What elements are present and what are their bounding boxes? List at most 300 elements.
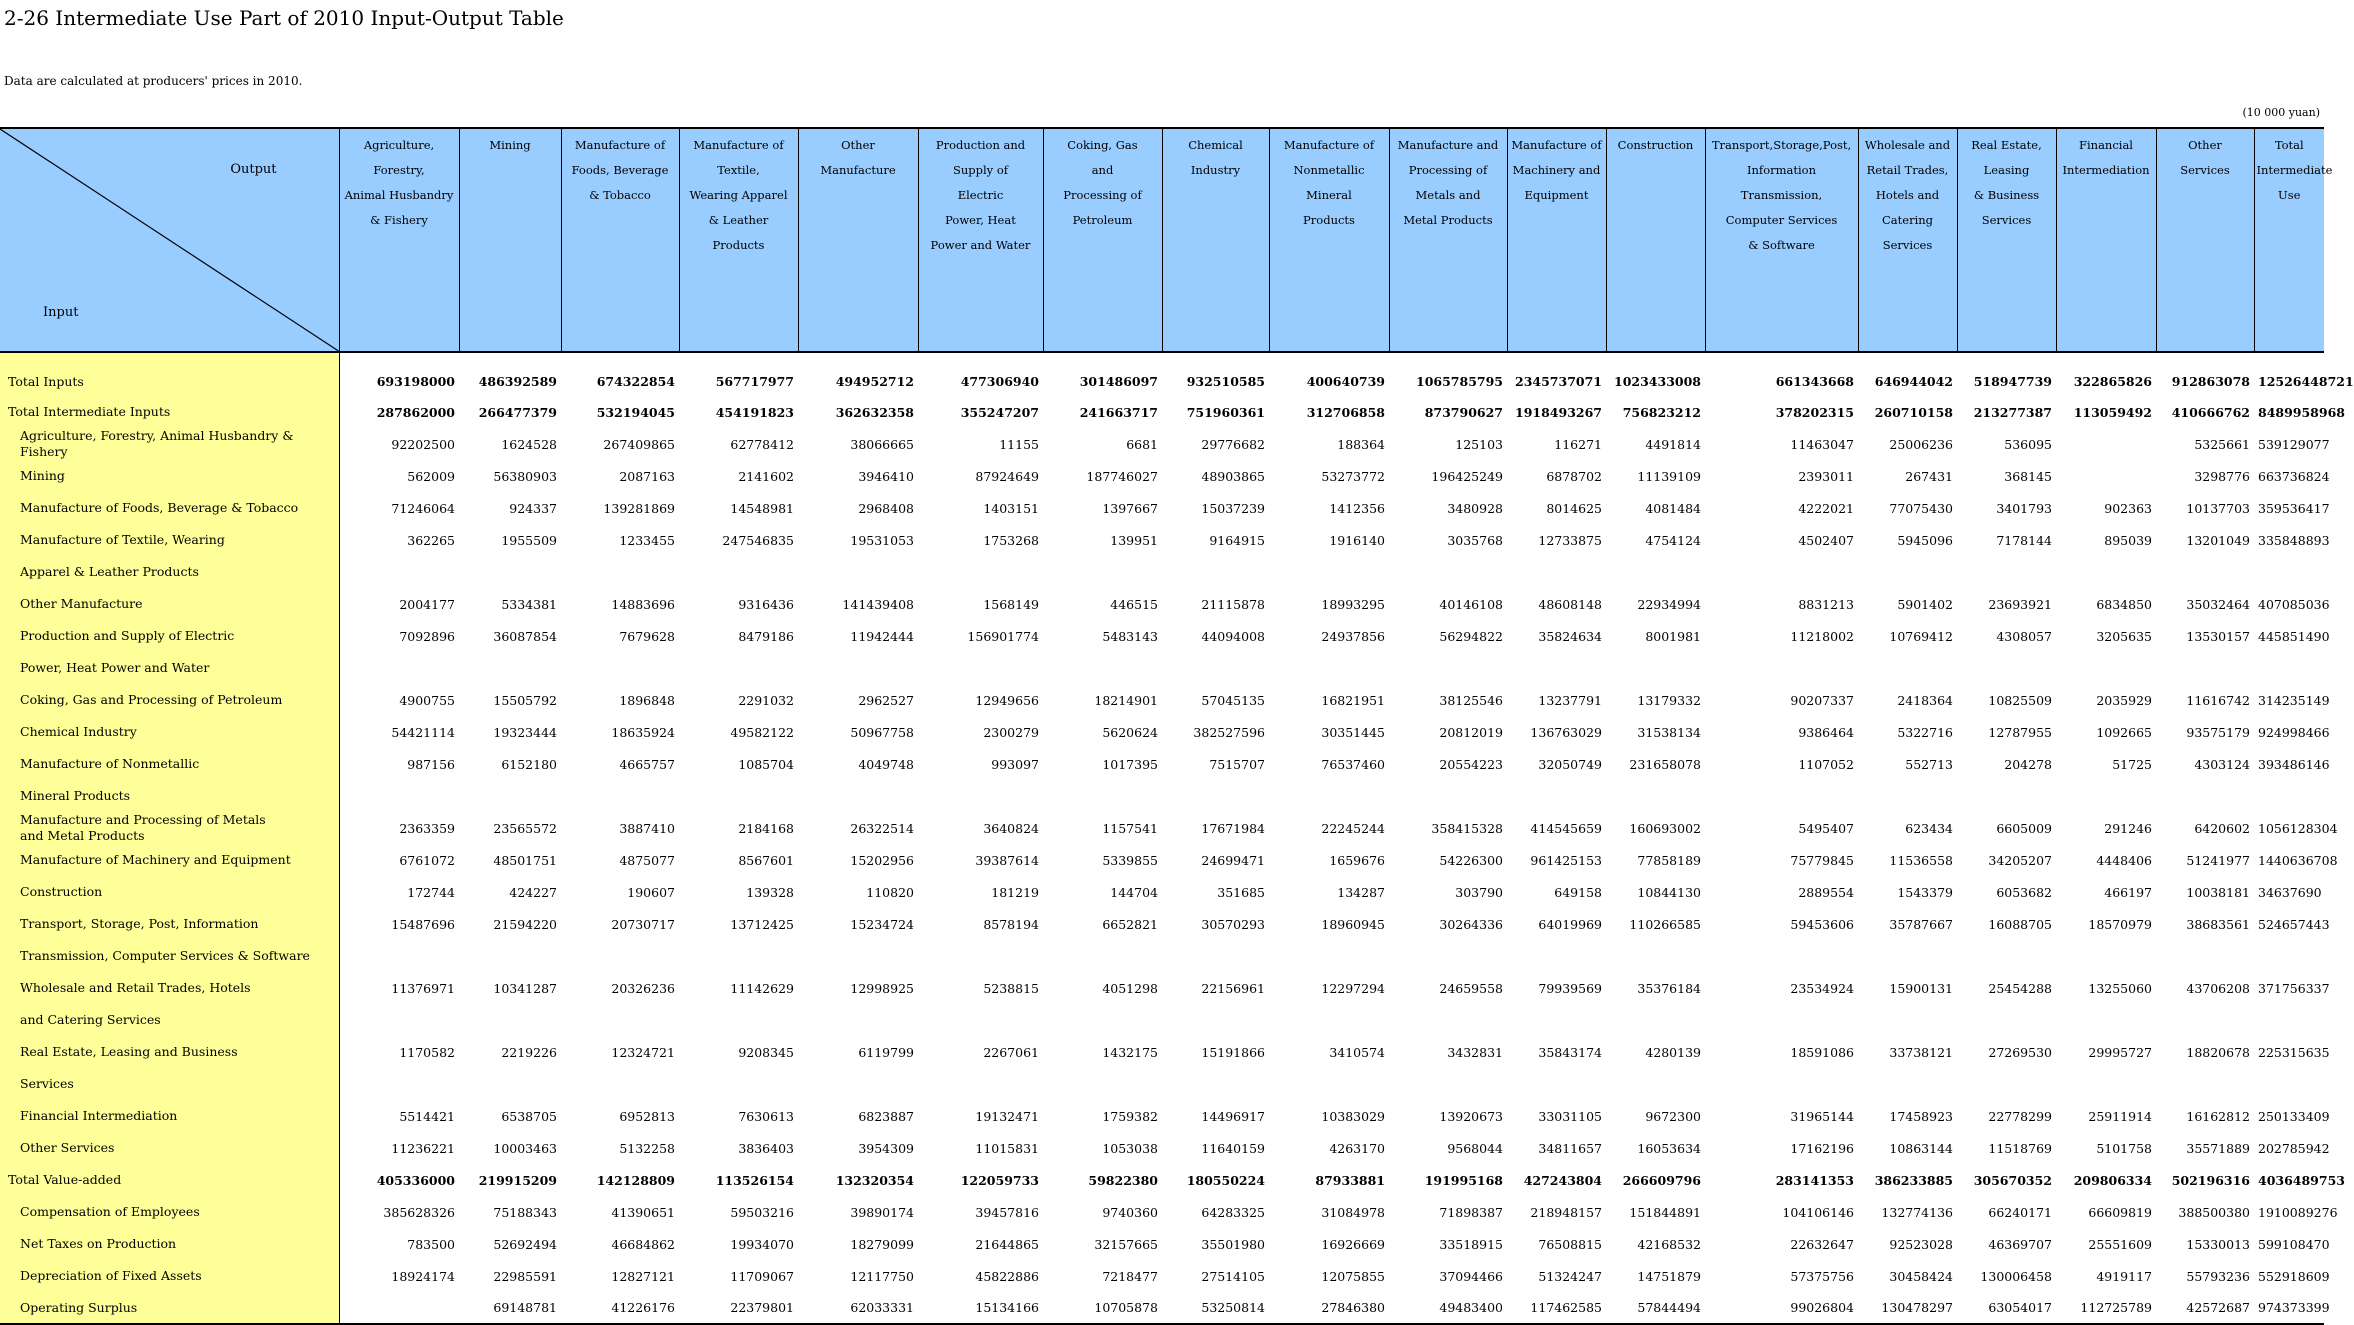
- table-cell: 22778299: [1988, 1108, 2052, 1124]
- table-cell: [459, 940, 561, 972]
- table-cell: 196425249: [1431, 468, 1503, 484]
- table-cell: 144704: [1110, 884, 1158, 900]
- table-cell: 16162812: [2186, 1108, 2250, 1124]
- table-row: [0, 588, 2324, 620]
- table-cell: 17671984: [1201, 820, 1265, 836]
- table-cell: 358415328: [1431, 820, 1503, 836]
- table-cell: 11142629: [730, 980, 794, 996]
- table-cell: 7630613: [738, 1108, 794, 1124]
- table-cell: 18924174: [391, 1268, 455, 1284]
- table-cell: [918, 940, 1043, 972]
- table-cell: 1397667: [1102, 500, 1158, 516]
- column-header: Manufacture and Processing of Metals and Metal Products: [1389, 128, 1507, 352]
- page-title: 2-26 Intermediate Use Part of 2010 Input-Output Table: [4, 6, 564, 30]
- table-cell: 12949656: [975, 692, 1039, 708]
- table-cell: 477306940: [960, 374, 1039, 389]
- table-cell: 93575179: [2186, 724, 2250, 740]
- table-cell: 924337: [509, 500, 557, 516]
- table-cell: 1918493267: [1515, 404, 1602, 420]
- table-cell: [679, 652, 798, 684]
- table-cell: 454191823: [715, 404, 794, 420]
- table-cell: [798, 1068, 918, 1100]
- table-cell: 1157541: [1102, 820, 1158, 836]
- table-cell: 8831213: [1798, 596, 1854, 612]
- table-cell: 76508815: [1538, 1236, 1602, 1252]
- table-cell: 2418364: [1897, 692, 1953, 708]
- table-cell: [2056, 652, 2156, 684]
- table-cell: 7679628: [619, 628, 675, 644]
- table-cell: 25006236: [1889, 436, 1953, 452]
- table-cell: 6053682: [1996, 884, 2052, 900]
- table-cell: [1269, 1004, 1389, 1036]
- table-cell: 351685: [1217, 884, 1265, 900]
- table-cell: 42572687: [2156, 1292, 2254, 1324]
- table-cell: 2184168: [738, 820, 794, 836]
- table-cell: 3946410: [858, 468, 914, 484]
- table-cell: 4665757: [619, 756, 675, 772]
- table-cell: 16088705: [1988, 916, 2052, 932]
- table-cell: [2056, 780, 2156, 812]
- table-cell: 51324247: [1538, 1268, 1602, 1284]
- table-cell: 6605009: [1996, 820, 2052, 836]
- table-cell: 1543379: [1897, 884, 1953, 900]
- table-cell: [1269, 556, 1389, 588]
- table-cell: [1957, 940, 2056, 972]
- table-cell: 46369707: [1988, 1236, 2052, 1252]
- table-cell: 22985591: [493, 1268, 557, 1284]
- row-label: Other Services: [0, 1132, 339, 1164]
- table-cell: 50967758: [850, 724, 914, 740]
- table-cell: [1389, 652, 1507, 684]
- table-cell: 241663717: [1079, 404, 1158, 420]
- table-cell: [1858, 556, 1957, 588]
- table-cell: 32157665: [1094, 1236, 1158, 1252]
- table-cell: 11536558: [1889, 852, 1953, 868]
- table-cell: [1389, 1004, 1507, 1036]
- table-cell: 1170582: [399, 1044, 455, 1060]
- column-header: Other Manufacture: [798, 128, 918, 352]
- table-cell: 2300279: [983, 724, 1039, 740]
- table-cell: 4754124: [1645, 532, 1701, 548]
- table-cell: 13255060: [2088, 980, 2152, 996]
- table-cell: 382527596: [1193, 724, 1265, 740]
- column-header: Construction: [1606, 128, 1705, 352]
- table-row: [0, 492, 2324, 524]
- table-row: [0, 812, 2324, 844]
- table-cell: 36087854: [493, 628, 557, 644]
- table-cell: 18993295: [1321, 596, 1385, 612]
- table-cell: [679, 556, 798, 588]
- table-cell: 3480928: [1447, 500, 1503, 516]
- table-cell: 38125546: [1439, 692, 1503, 708]
- table-cell: 9672300: [1645, 1108, 1701, 1124]
- table-cell: 1065785795: [1416, 374, 1503, 389]
- table-cell: 2889554: [1798, 884, 1854, 900]
- table-cell: 79939569: [1538, 980, 1602, 996]
- table-cell: [1705, 940, 1858, 972]
- table-cell: [1389, 1068, 1507, 1100]
- table-cell: 3954309: [858, 1140, 914, 1156]
- table-cell: 6681: [1126, 436, 1158, 452]
- table-cell: [459, 652, 561, 684]
- table-cell: 4448406: [2096, 852, 2152, 868]
- table-cell: 427243804: [1523, 1172, 1602, 1188]
- table-cell: 54421114: [391, 724, 455, 740]
- table-cell: [1705, 1004, 1858, 1036]
- table-cell: 132320354: [835, 1172, 914, 1188]
- table-cell: 7092896: [399, 628, 455, 644]
- table-row: [0, 652, 2324, 684]
- column-header: Manufacture of Nonmetallic Mineral Products: [1269, 128, 1389, 352]
- table-cell: 19934070: [730, 1236, 794, 1252]
- table-cell: 24699471: [1201, 852, 1265, 868]
- table-cell: 87924649: [975, 468, 1039, 484]
- table-cell: 35501980: [1201, 1236, 1265, 1252]
- table-cell: [1162, 940, 1269, 972]
- row-label: Total Value-added: [0, 1164, 339, 1196]
- table-cell: [2156, 1004, 2254, 1036]
- table-cell: 12526448721: [2258, 374, 2354, 389]
- table-cell: 32050749: [1538, 756, 1602, 772]
- table-cell: 62778412: [730, 436, 794, 452]
- table-cell: 623434: [1905, 820, 1953, 836]
- unit-label: (10 000 yuan): [2242, 106, 2320, 119]
- table-cell: 156901774: [967, 628, 1039, 644]
- table-cell: 266609796: [1622, 1172, 1701, 1188]
- table-cell: 8001981: [1645, 628, 1701, 644]
- io-table: [0, 127, 2354, 1325]
- table-cell: 12827121: [611, 1268, 675, 1284]
- table-cell: 22156961: [1201, 980, 1265, 996]
- table-cell: 16053634: [1637, 1140, 1701, 1156]
- table-cell: [1507, 1068, 1606, 1100]
- table-cell: 4303124: [2194, 756, 2250, 772]
- table-cell: 11463047: [1790, 436, 1854, 452]
- table-cell: 55793236: [2186, 1268, 2250, 1284]
- table-cell: 40146108: [1439, 596, 1503, 612]
- table-cell: 34205207: [1988, 852, 2052, 868]
- table-cell: 6834850: [2096, 596, 2152, 612]
- table-cell: 15037239: [1201, 500, 1265, 516]
- row-label: Mining: [0, 460, 339, 492]
- table-cell: 359536417: [2258, 500, 2330, 516]
- table-cell: 16926669: [1321, 1236, 1385, 1252]
- column-header: Wholesale and Retail Trades, Hotels and Catering Services: [1858, 128, 1957, 352]
- table-cell: 532194045: [596, 404, 675, 420]
- table-cell: 5334381: [501, 596, 557, 612]
- table-cell: 204278: [2004, 756, 2052, 772]
- table-cell: [1858, 1068, 1957, 1100]
- table-cell: 35787667: [1889, 916, 1953, 932]
- table-cell: 27514105: [1201, 1268, 1265, 1284]
- table-cell: 10705878: [1043, 1292, 1162, 1324]
- row-label: Apparel & Leather Products: [0, 556, 339, 588]
- table-cell: [561, 940, 679, 972]
- table-cell: [1269, 1068, 1389, 1100]
- table-cell: 35376184: [1637, 980, 1701, 996]
- table-cell: [459, 1068, 561, 1100]
- table-cell: 57844494: [1606, 1292, 1705, 1324]
- table-cell: 11236221: [391, 1140, 455, 1156]
- table-cell: 22632647: [1790, 1236, 1854, 1252]
- table-row: [0, 1228, 2324, 1260]
- table-cell: 6761072: [399, 852, 455, 868]
- table-cell: [2156, 1068, 2254, 1100]
- table-cell: 51241977: [2186, 852, 2250, 868]
- note: Data are calculated at producers' prices in 2010.: [4, 74, 303, 88]
- table-cell: 756823212: [1622, 404, 1701, 420]
- table-cell: 663736824: [2258, 468, 2330, 484]
- table-cell: 21115878: [1201, 596, 1265, 612]
- table-cell: 539129077: [2258, 436, 2330, 452]
- table-cell: 8567601: [738, 852, 794, 868]
- table-cell: 57375756: [1790, 1268, 1854, 1284]
- table-cell: 172744: [407, 884, 455, 900]
- table-cell: 10844130: [1637, 884, 1701, 900]
- table-cell: 9164915: [1209, 532, 1265, 548]
- table-cell: 64283325: [1201, 1204, 1265, 1220]
- table-cell: 1916140: [1329, 532, 1385, 548]
- table-cell: 12075855: [1321, 1268, 1385, 1284]
- table-cell: 34811657: [1538, 1140, 1602, 1156]
- table-cell: 646944042: [1874, 374, 1953, 389]
- table-cell: 9316436: [738, 596, 794, 612]
- table-cell: 142128809: [596, 1172, 675, 1188]
- table-cell: [1705, 652, 1858, 684]
- table-cell: 19531053: [850, 532, 914, 548]
- table-cell: [1507, 652, 1606, 684]
- table-cell: [918, 556, 1043, 588]
- table-cell: 7218477: [1102, 1268, 1158, 1284]
- table-cell: 21644865: [975, 1236, 1039, 1252]
- table-cell: 13920673: [1439, 1108, 1503, 1124]
- table-cell: 188364: [1337, 436, 1385, 452]
- table-cell: 59453606: [1790, 916, 1854, 932]
- row-label: Manufacture of Foods, Beverage & Tobacco: [0, 492, 339, 524]
- table-row: [0, 1004, 2324, 1036]
- table-cell: 322865826: [2073, 374, 2152, 389]
- table-cell: [1507, 940, 1606, 972]
- table-cell: 3035768: [1447, 532, 1503, 548]
- table-cell: 267409865: [603, 436, 675, 452]
- table-cell: 112725789: [2056, 1292, 2156, 1324]
- table-cell: 11518769: [1988, 1140, 2052, 1156]
- table-row: [0, 972, 2324, 1004]
- table-cell: 141439408: [842, 596, 914, 612]
- table-cell: 283141353: [1775, 1172, 1854, 1188]
- table-cell: 1759382: [1102, 1108, 1158, 1124]
- table-cell: 75779845: [1790, 852, 1854, 868]
- table-cell: 15330013: [2186, 1236, 2250, 1252]
- table-cell: 902363: [2104, 500, 2152, 516]
- table-cell: 371756337: [2258, 980, 2330, 996]
- table-cell: 5901402: [1897, 596, 1953, 612]
- table-cell: [1957, 1068, 2056, 1100]
- table-cell: 7178144: [1996, 532, 2052, 548]
- table-cell: 20730717: [611, 916, 675, 932]
- table-cell: 71246064: [391, 500, 455, 516]
- table-cell: 110266585: [1629, 916, 1701, 932]
- table-cell: 445851490: [2258, 628, 2330, 644]
- table-cell: [561, 1004, 679, 1036]
- table-cell: 136763029: [1530, 724, 1602, 740]
- table-cell: 18591086: [1790, 1044, 1854, 1060]
- table-cell: 303790: [1455, 884, 1503, 900]
- table-cell: [1858, 1004, 1957, 1036]
- table-cell: 231658078: [1629, 756, 1701, 772]
- table-cell: 13237791: [1538, 692, 1602, 708]
- table-cell: 12998925: [850, 980, 914, 996]
- table-cell: 77075430: [1889, 500, 1953, 516]
- table-cell: 961425153: [1530, 852, 1602, 868]
- row-label: Mineral Products: [0, 780, 339, 812]
- table-cell: 62033331: [798, 1292, 918, 1324]
- table-cell: 38066665: [850, 436, 914, 452]
- table-cell: 674322854: [596, 374, 675, 389]
- table-cell: 9740360: [1102, 1204, 1158, 1220]
- table-cell: 15134166: [918, 1292, 1043, 1324]
- column-header: Real Estate, Leasing & Business Services: [1957, 128, 2056, 352]
- table-cell: 414545659: [1530, 820, 1602, 836]
- table-cell: 24659558: [1439, 980, 1503, 996]
- table-cell: 218948157: [1530, 1204, 1602, 1220]
- table-cell: 99026804: [1705, 1292, 1858, 1324]
- table-cell: 14751879: [1637, 1268, 1701, 1284]
- table-cell: 19323444: [493, 724, 557, 740]
- table-cell: 247546835: [722, 532, 794, 548]
- table-cell: 4919117: [2096, 1268, 2152, 1284]
- table-cell: 5514421: [399, 1108, 455, 1124]
- table-cell: 518947739: [1973, 374, 2052, 389]
- table-cell: 22379801: [679, 1292, 798, 1324]
- table-cell: 312706858: [1306, 404, 1385, 420]
- table-cell: 52692494: [493, 1236, 557, 1252]
- table-cell: 35824634: [1538, 628, 1602, 644]
- table-cell: 69148781: [459, 1292, 561, 1324]
- table-cell: 5322716: [1897, 724, 1953, 740]
- table-cell: 8489958968: [2258, 404, 2345, 420]
- column-header: Agriculture, Forestry, Animal Husbandry & Fishery: [339, 128, 459, 352]
- table-cell: [2254, 652, 2324, 684]
- table-cell: [1957, 1004, 2056, 1036]
- table-cell: 287862000: [376, 404, 455, 420]
- table-cell: [918, 652, 1043, 684]
- table-row: [0, 1036, 2324, 1068]
- table-cell: 25551609: [2088, 1236, 2152, 1252]
- table-cell: 13530157: [2186, 628, 2250, 644]
- table-cell: 301486097: [1079, 374, 1158, 389]
- table-cell: 649158: [1554, 884, 1602, 900]
- table-cell: 213277387: [1973, 404, 2052, 420]
- table-cell: 502196316: [2171, 1172, 2250, 1188]
- table-cell: [1043, 780, 1162, 812]
- table-cell: [1858, 780, 1957, 812]
- row-label: Net Taxes on Production: [0, 1228, 339, 1260]
- table-cell: 20554223: [1439, 756, 1503, 772]
- table-cell: 27846380: [1269, 1292, 1389, 1324]
- table-row: [0, 1100, 2324, 1132]
- table-cell: 2393011: [1798, 468, 1854, 484]
- table-cell: 1568149: [983, 596, 1039, 612]
- table-cell: [2056, 428, 2156, 460]
- table-cell: 4491814: [1645, 436, 1701, 452]
- table-cell: [339, 556, 459, 588]
- table-cell: [1705, 556, 1858, 588]
- table-cell: [1389, 940, 1507, 972]
- table-cell: 37094466: [1439, 1268, 1503, 1284]
- table-cell: 3836403: [738, 1140, 794, 1156]
- table-cell: 2345737071: [1515, 374, 1602, 389]
- table-cell: 56294822: [1439, 628, 1503, 644]
- table-cell: 11376971: [391, 980, 455, 996]
- table-cell: 15487696: [391, 916, 455, 932]
- table-cell: 44094008: [1201, 628, 1265, 644]
- row-label: Manufacture and Processing of Metals and Metal Products: [0, 812, 339, 844]
- table-cell: 10341287: [493, 980, 557, 996]
- table-cell: 122059733: [960, 1172, 1039, 1188]
- table-cell: 33031105: [1538, 1108, 1602, 1124]
- table-cell: [1705, 1068, 1858, 1100]
- table-cell: 9386464: [1798, 724, 1854, 740]
- table-cell: [918, 780, 1043, 812]
- table-cell: [798, 780, 918, 812]
- table-cell: 12117750: [850, 1268, 914, 1284]
- column-header: Other Services: [2156, 128, 2254, 352]
- table-row: [0, 460, 2324, 492]
- table-cell: 130478297: [1858, 1292, 1957, 1324]
- table-cell: 4222021: [1798, 500, 1854, 516]
- table-cell: [2156, 780, 2254, 812]
- table-cell: [918, 1068, 1043, 1100]
- table-row: [0, 684, 2324, 716]
- column-header: Coking, Gas and Processing of Petroleum: [1043, 128, 1162, 352]
- table-cell: 18214901: [1094, 692, 1158, 708]
- table-cell: 57045135: [1201, 692, 1265, 708]
- table-cell: 33738121: [1889, 1044, 1953, 1060]
- row-label: Production and Supply of Electric: [0, 620, 339, 652]
- column-header: Manufacture of Foods, Beverage & Tobacco: [561, 128, 679, 352]
- table-cell: 16821951: [1321, 692, 1385, 708]
- table-cell: 11640159: [1201, 1140, 1265, 1156]
- table-cell: 393486146: [2258, 756, 2330, 772]
- table-cell: [1606, 780, 1705, 812]
- table-cell: 378202315: [1775, 404, 1854, 420]
- table-cell: 18820678: [2186, 1044, 2250, 1060]
- table-cell: 30458424: [1889, 1268, 1953, 1284]
- table-cell: 6878702: [1546, 468, 1602, 484]
- table-cell: [1606, 940, 1705, 972]
- table-cell: [1957, 652, 2056, 684]
- table-cell: 13712425: [730, 916, 794, 932]
- row-label: and Catering Services: [0, 1004, 339, 1036]
- table-cell: 567717977: [715, 374, 794, 389]
- table-cell: 41226176: [561, 1292, 679, 1324]
- table-row: [0, 876, 2324, 908]
- column-header: Total Intermediate Use: [2254, 128, 2324, 352]
- table-cell: 314235149: [2258, 692, 2330, 708]
- table-cell: 2004177: [399, 596, 455, 612]
- table-cell: 524657443: [2258, 916, 2330, 932]
- table-cell: 33518915: [1439, 1236, 1503, 1252]
- table-row: [0, 844, 2324, 876]
- table-cell: 225315635: [2258, 1044, 2330, 1060]
- table-cell: 266477379: [478, 404, 557, 420]
- row-label: Manufacture of Textile, Wearing: [0, 524, 339, 556]
- table-cell: 19132471: [975, 1108, 1039, 1124]
- row-label: Total Inputs: [0, 352, 339, 396]
- table-cell: [459, 1004, 561, 1036]
- table-cell: 38683561: [2186, 916, 2250, 932]
